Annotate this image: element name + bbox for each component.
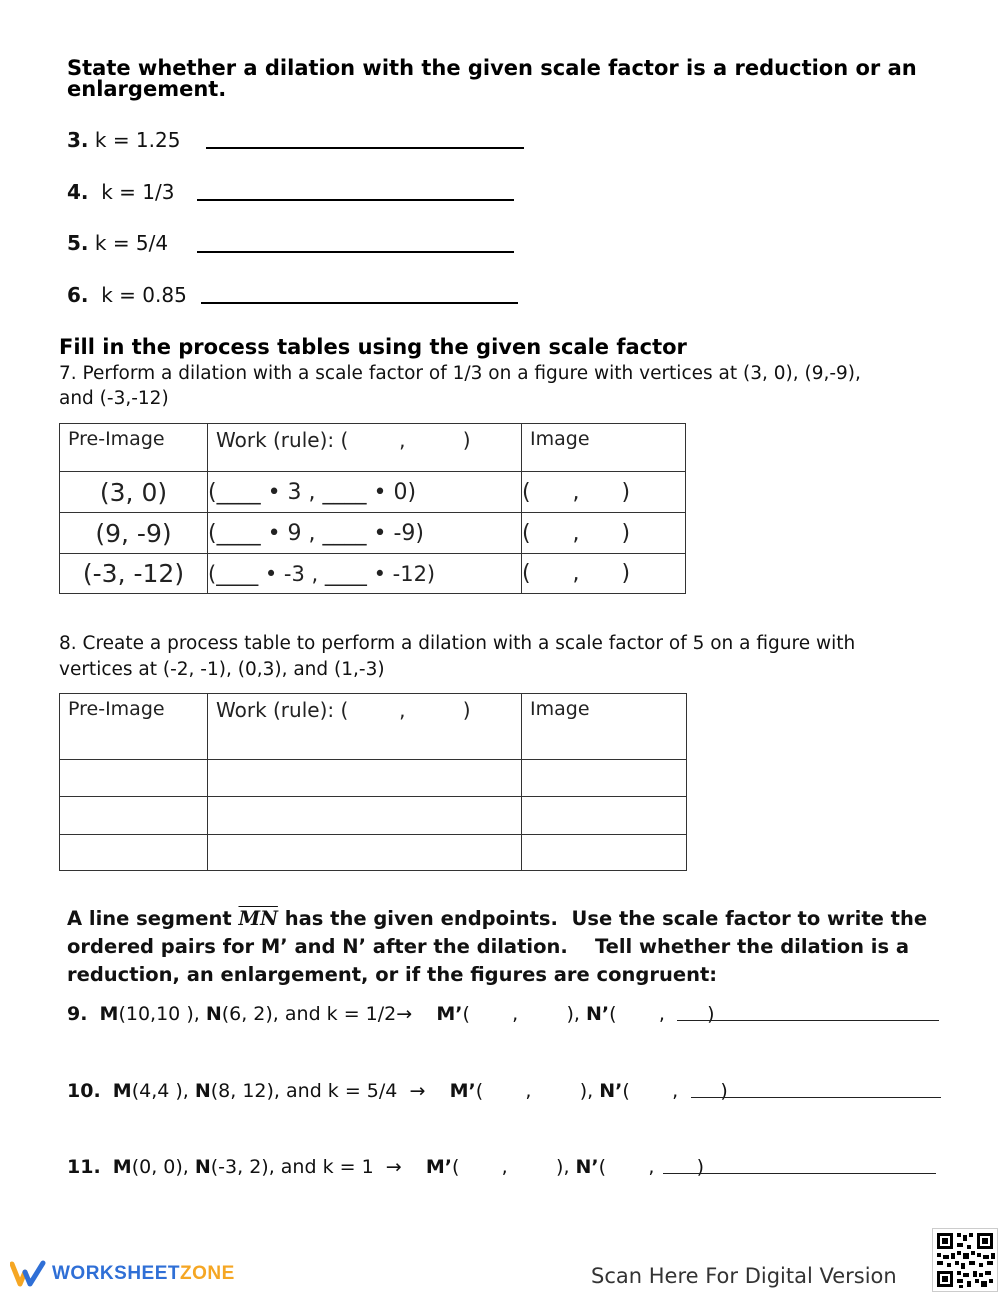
header-image bbox=[522, 694, 687, 760]
question-number: 11. bbox=[67, 1156, 101, 1178]
work-cell[interactable]: (____ • -3 , ____ • -12) bbox=[208, 554, 522, 594]
question-8-text bbox=[59, 631, 855, 683]
image-cell[interactable]: ( , ) bbox=[522, 513, 686, 554]
header-work bbox=[208, 424, 522, 472]
image-cell[interactable]: ( , ) bbox=[522, 472, 686, 513]
brand-part2: ZONE bbox=[180, 1263, 235, 1284]
point-n-value: (8, 12), and k = 5/4 bbox=[210, 1080, 398, 1102]
question-7-line2: and (-3,-12) bbox=[59, 388, 169, 409]
table-row bbox=[60, 472, 686, 513]
qr-code-icon[interactable] bbox=[932, 1228, 998, 1292]
answer-blank-3[interactable] bbox=[206, 147, 524, 149]
point-m-label: M bbox=[112, 1080, 132, 1102]
table-row bbox=[60, 835, 687, 871]
work-cell[interactable] bbox=[208, 835, 522, 871]
point-n-prime-label: N’ bbox=[575, 1156, 599, 1178]
question-11 bbox=[67, 1156, 704, 1178]
question-expression: k = 1.25 bbox=[94, 128, 181, 152]
point-m-value: (0, 0), bbox=[131, 1156, 195, 1178]
brand-part1: WORKSHEET bbox=[52, 1263, 180, 1284]
question-number: 10. bbox=[67, 1080, 101, 1102]
question-expression: k = 5/4 bbox=[94, 231, 169, 255]
section2-heading: Fill in the process tables using the given scale factor bbox=[59, 335, 687, 359]
question-8-line1: 8. Create a process table to perform a dilation with a scale factor of 5 on a figure with bbox=[59, 633, 856, 654]
header-pre-image bbox=[60, 424, 208, 472]
point-m-prime-label: M’ bbox=[425, 1156, 452, 1178]
question-expression: k = 1/3 bbox=[101, 180, 175, 204]
question-8-line2: vertices at (-2, -1), (0,3), and (1,-3) bbox=[59, 659, 385, 680]
point-n-prime-value[interactable]: ( , ) bbox=[598, 1156, 705, 1178]
point-m-value: (4,4 ), bbox=[131, 1080, 195, 1102]
logo-mark-icon bbox=[10, 1260, 46, 1288]
question-number: 9. bbox=[67, 1003, 88, 1025]
image-cell[interactable] bbox=[522, 835, 687, 871]
question-number: 6. bbox=[67, 283, 89, 307]
point-n-prime-value[interactable]: ( , ) bbox=[622, 1080, 728, 1102]
section1-heading-line1: State whether a dilation with the given scale factor is a reduction or an bbox=[67, 56, 917, 80]
work-cell[interactable]: (____ • 9 , ____ • -9) bbox=[208, 513, 522, 554]
section3-heading-line3: reduction, an enlargement, or if the figures are congruent: bbox=[67, 963, 718, 986]
question-7-text bbox=[59, 361, 861, 411]
section3-heading bbox=[67, 905, 927, 989]
pre-image-cell[interactable] bbox=[60, 835, 208, 871]
pre-image-cell: (9, -9) bbox=[60, 513, 208, 554]
question-7-line1: 7. Perform a dilation with a scale factor of 1/3 on a figure with vertices at (3, 0), (9,-9), bbox=[59, 363, 861, 384]
point-m-label: M bbox=[112, 1156, 132, 1178]
point-m-prime-label: M’ bbox=[449, 1080, 476, 1102]
question-9 bbox=[67, 1003, 715, 1025]
header-pre-image bbox=[60, 694, 208, 760]
question-3 bbox=[67, 128, 180, 152]
section3-heading-line1 bbox=[67, 905, 927, 933]
point-n-label: N bbox=[194, 1156, 211, 1178]
point-m-value: (10,10 ), bbox=[118, 1003, 206, 1025]
answer-blank-9[interactable] bbox=[677, 1020, 939, 1021]
answer-blank-5[interactable] bbox=[197, 251, 514, 253]
question-6 bbox=[67, 283, 187, 307]
section1-heading-line2: enlargement. bbox=[67, 77, 227, 101]
point-n-label: N bbox=[205, 1003, 222, 1025]
header-work-label: Work (rule): ( , ) bbox=[216, 428, 471, 452]
point-m-label: M bbox=[99, 1003, 119, 1025]
worksheet-zone-logo[interactable] bbox=[10, 1258, 235, 1290]
question-number: 4. bbox=[67, 180, 89, 204]
table-row bbox=[60, 797, 687, 835]
section3-heading-post: has the given endpoints. Use the scale factor to write the bbox=[277, 907, 928, 930]
table-row bbox=[60, 760, 687, 797]
point-n-prime-label: N’ bbox=[586, 1003, 610, 1025]
header-work-label: Work (rule): ( , ) bbox=[216, 698, 471, 722]
header-work bbox=[208, 694, 522, 760]
arrow-icon: → bbox=[396, 1003, 413, 1025]
point-m-prime-label: M’ bbox=[436, 1003, 463, 1025]
image-cell[interactable] bbox=[522, 797, 687, 835]
work-cell[interactable] bbox=[208, 760, 522, 797]
answer-blank-6[interactable] bbox=[201, 302, 518, 304]
question-expression: k = 0.85 bbox=[101, 283, 187, 307]
pre-image-cell[interactable] bbox=[60, 797, 208, 835]
qr-code-graphic bbox=[933, 1229, 997, 1291]
section3-heading-line2: ordered pairs for M’ and N’ after the dilation. Tell whether the dilation is a bbox=[67, 935, 910, 958]
point-n-prime-label: N’ bbox=[599, 1080, 623, 1102]
process-table-7 bbox=[59, 423, 686, 594]
point-m-prime-value[interactable]: ( , ), bbox=[475, 1080, 600, 1102]
answer-blank-11[interactable] bbox=[663, 1173, 936, 1174]
process-table-8 bbox=[59, 693, 687, 871]
scan-here-text: Scan Here For Digital Version bbox=[591, 1264, 897, 1288]
table-row bbox=[60, 513, 686, 554]
work-cell[interactable] bbox=[208, 797, 522, 835]
point-n-value: (6, 2), and k = 1/2 bbox=[221, 1003, 397, 1025]
question-number: 3. bbox=[67, 128, 89, 152]
pre-image-cell: (-3, -12) bbox=[60, 554, 208, 594]
table-row bbox=[60, 554, 686, 594]
question-number: 5. bbox=[67, 231, 89, 255]
header-pre-image-label: Pre-Image bbox=[68, 428, 165, 450]
question-5 bbox=[67, 231, 168, 255]
work-cell[interactable]: (____ • 3 , ____ • 0) bbox=[208, 472, 522, 513]
image-cell[interactable]: ( , ) bbox=[522, 554, 686, 594]
segment-mn-label: $\overline{MN}$ bbox=[238, 907, 278, 930]
section3-heading-pre: A line segment bbox=[67, 907, 239, 930]
header-pre-image-label: Pre-Image bbox=[68, 698, 165, 720]
point-n-value: (-3, 2), and k = 1 bbox=[210, 1156, 374, 1178]
answer-blank-10[interactable] bbox=[691, 1097, 941, 1098]
arrow-icon: → bbox=[385, 1156, 402, 1178]
header-image bbox=[522, 424, 686, 472]
point-n-label: N bbox=[194, 1080, 211, 1102]
question-4 bbox=[67, 180, 174, 204]
header-image-label: Image bbox=[530, 428, 590, 450]
answer-blank-4[interactable] bbox=[197, 199, 514, 201]
point-n-prime-value[interactable]: ( , ) bbox=[609, 1003, 715, 1025]
point-m-prime-value[interactable]: ( , ), bbox=[451, 1156, 576, 1178]
pre-image-cell: (3, 0) bbox=[60, 472, 208, 513]
header-image-label: Image bbox=[530, 698, 590, 720]
question-10 bbox=[67, 1080, 728, 1102]
section1-heading bbox=[67, 58, 917, 100]
point-m-prime-value[interactable]: ( , ), bbox=[462, 1003, 587, 1025]
pre-image-cell[interactable] bbox=[60, 760, 208, 797]
arrow-icon: → bbox=[409, 1080, 426, 1102]
image-cell[interactable] bbox=[522, 760, 687, 797]
